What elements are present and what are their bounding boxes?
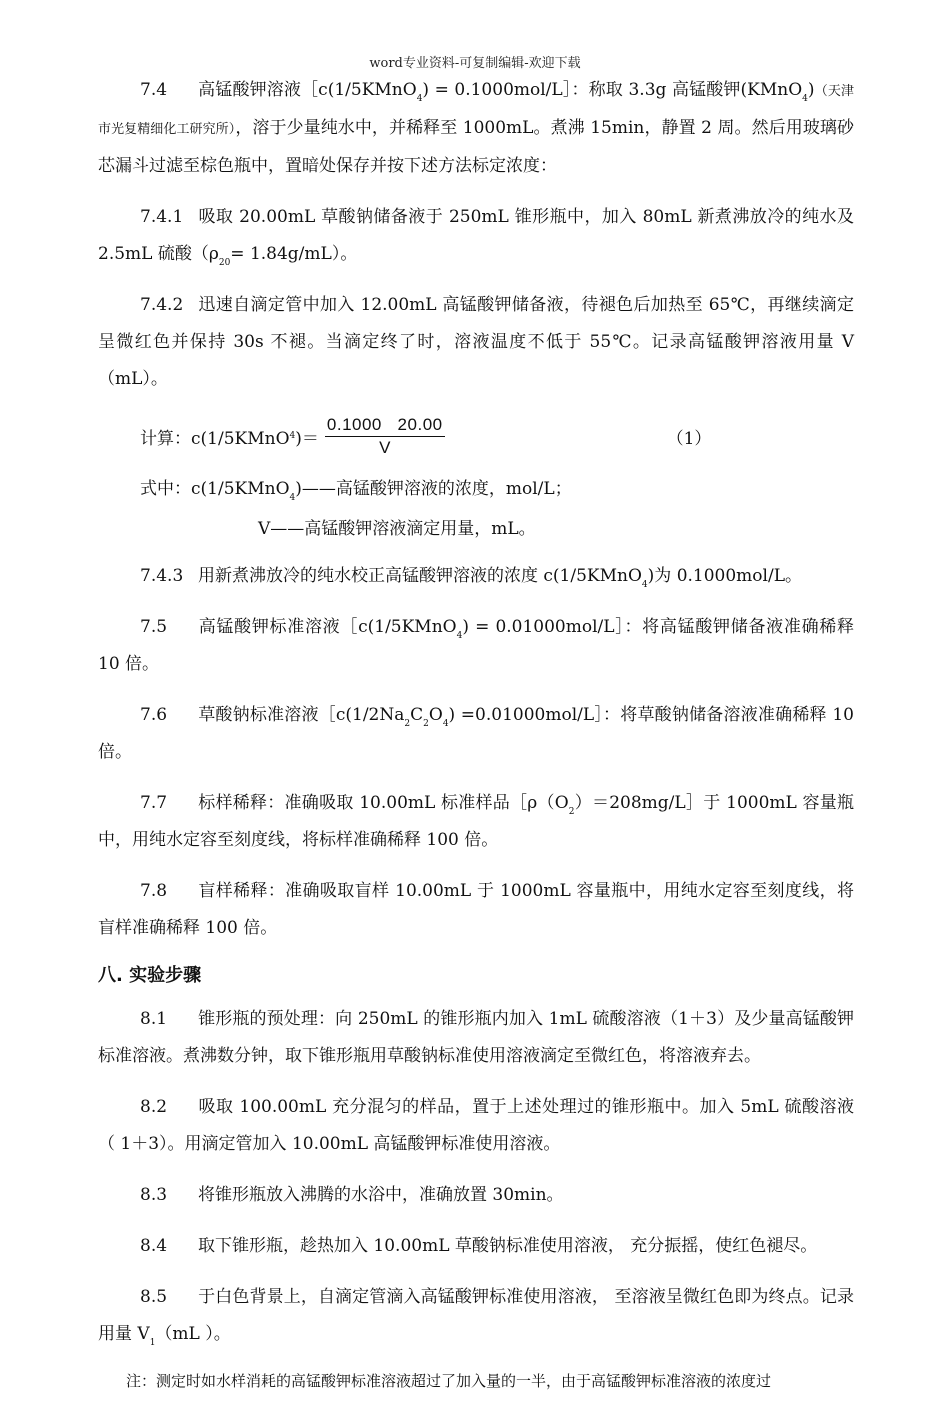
- definition-line-2: V——高锰酸钾溶液滴定用量，mL。: [258, 519, 536, 539]
- paragraph-8-3: [98, 1177, 854, 1214]
- text-run: 锥形瓶的预处理：向 250mL 的锥形瓶内加入 1mL 硫酸溶液（1＋3）及少量高锰酸钾标准溶液。煮沸数分钟，取下锥形瓶用草酸钠标准使用溶液滴定至微红色，将溶液弃去。: [98, 1009, 854, 1066]
- text-run: ，溶于少量纯水中，并稀释至 1000mL。煮沸 15min，静置 2 周。然后用玻璃砂芯漏斗过滤至棕色瓶中，置暗处保存并按下述方法标定浓度：: [98, 118, 854, 176]
- fraction-denominator: V: [379, 437, 391, 457]
- text-run: ): [807, 80, 815, 100]
- section-number: 7.6: [140, 705, 168, 725]
- formula-fraction: [325, 415, 445, 458]
- section-number: 8.2: [140, 1097, 168, 1117]
- text-run: 用新煮沸放冷的纯水校正高锰酸钾溶液的浓度 c(1/5KMnO: [198, 566, 642, 586]
- text-run: 高锰酸钾标准溶液［c(1/5KMnO: [198, 617, 457, 637]
- section-number: 8.1: [140, 1009, 168, 1029]
- section-number: 7.7: [140, 793, 168, 813]
- section-heading-8: 八. 实验步骤: [98, 965, 202, 986]
- subscript: 4: [641, 580, 648, 590]
- subscript: 4: [456, 631, 463, 641]
- formula-lhs: 计算：c(1/5KMnO: [140, 428, 290, 449]
- text-run: 于白色背景上，自滴定管滴入高锰酸钾标准使用溶液， 至溶液呈微红色即为终点。记录用量 V: [98, 1287, 854, 1344]
- text-run: 盲样稀释：准确吸取盲样 10.00mL 于 1000mL 容量瓶中，用纯水定容至刻度线，将盲样准确稀释 100 倍。: [98, 881, 854, 938]
- text-run: 取下锥形瓶，趁热加入 10.00mL 草酸钠标准使用溶液， 充分振摇，使红色褪尽。: [198, 1236, 818, 1256]
- section-number: 7.5: [140, 617, 168, 637]
- paragraph-7-7: [98, 785, 854, 859]
- subscript: 4: [802, 94, 808, 104]
- document-body: [98, 72, 854, 1409]
- definition-line-1: [140, 472, 854, 506]
- supplier-note: （天津市光复精细化工研究所）: [98, 84, 854, 137]
- paragraph-7-4-1: [98, 199, 854, 273]
- text-run: )——高锰酸钾溶液的浓度，mol/L；: [295, 479, 572, 499]
- text-run: 将锥形瓶放入沸腾的水浴中，准确放置 30min。: [198, 1185, 564, 1205]
- fraction-numerator: 0.1000 20.00: [325, 415, 445, 437]
- text-run: )为 0.1000mol/L。: [647, 566, 802, 586]
- text-run: C: [410, 705, 424, 725]
- subscript: 4: [416, 94, 423, 104]
- paragraph-7-6: [98, 697, 854, 771]
- page-header: word专业资料-可复制编辑-欢迎下载: [369, 56, 581, 71]
- subscript: 4: [442, 719, 449, 729]
- section-number: 7.4.3: [140, 566, 184, 586]
- paragraph-8-4: [98, 1228, 854, 1265]
- text-run: 迅速自滴定管中加入 12.00mL 高锰酸钾储备液，待褪色后加热至 65℃，再继续滴定呈微红色并保持 30s 不褪。当滴定终了时，溶液温度不低于 55℃。记录高锰酸钾溶液用量 V（mL）。: [98, 295, 854, 389]
- subscript: 4: [289, 493, 296, 503]
- text-run: O: [428, 705, 443, 725]
- text-run: ）＝208mg/L］于 1000mL 容量瓶中，用纯水定容至刻度线，将标样准确稀释 100 倍。: [98, 793, 854, 850]
- text-run: 式中：c(1/5KMnO: [140, 479, 290, 499]
- text-run: ) =0.01000mol/L］：将草酸钠储备溶液准确稀释 10 倍。: [98, 705, 854, 762]
- text-run: （mL ）。: [155, 1324, 231, 1344]
- paragraph-7-4: [98, 72, 854, 185]
- footnote: 注：测定时如水样消耗的高锰酸钾标准溶液超过了加入量的一半，由于高锰酸钾标准溶液的浓度过: [126, 1372, 772, 1390]
- formula-lhs: )＝: [295, 428, 319, 449]
- section-number: 7.4: [140, 80, 168, 100]
- subscript: 2: [423, 719, 429, 729]
- section-number: 8.4: [140, 1236, 168, 1256]
- subscript: 1: [149, 1338, 156, 1348]
- equation-number: （1）: [666, 428, 712, 449]
- section-number: 7.4.2: [140, 295, 184, 315]
- text-run: 草酸钠标准溶液［c(1/2Na: [198, 705, 405, 725]
- section-number: 8.3: [140, 1185, 168, 1205]
- paragraph-7-5: [98, 609, 854, 683]
- paragraph-7-8: [98, 873, 854, 947]
- paragraph-8-1: [98, 1001, 854, 1075]
- section-number: 8.5: [140, 1287, 168, 1307]
- text-run: 吸取 100.00mL 充分混匀的样品，置于上述处理过的锥形瓶中。加入 5mL 硫酸溶液（ 1＋3）。用滴定管加入 10.00mL 高锰酸钾标准使用溶液。: [98, 1097, 854, 1154]
- paragraph-7-4-2: [98, 287, 854, 398]
- paragraph-8-5: [98, 1279, 854, 1353]
- text-run: = 1.84g/mL）。: [230, 244, 358, 264]
- subscript: 20: [218, 258, 231, 268]
- section-number: 7.4.1: [140, 207, 184, 227]
- text-run: ) = 0.1000mol/L］：称取 3.3g 高锰酸钾(KMnO: [422, 80, 803, 100]
- text-run: ) = 0.01000mol/L］：将高锰酸钾储备液准确稀释 10 倍。: [98, 617, 854, 674]
- subscript: 2: [568, 807, 575, 817]
- text-run: 吸取 20.00mL 草酸钠储备液于 250mL 锥形瓶中，加入 80mL 新煮沸放冷的纯水及 2.5mL 硫酸（ρ: [98, 207, 854, 264]
- subscript: 2: [404, 719, 411, 729]
- section-number: 7.8: [140, 881, 168, 901]
- text-run: 高锰酸钾溶液［c(1/5KMnO: [198, 80, 417, 100]
- paragraph-7-4-3: [98, 558, 854, 595]
- paragraph-8-2: [98, 1089, 854, 1163]
- formula-1: 计算：c(1/5KMnO 4 )＝ $\frac{0.1000 20.00}{V}$ （1）: [140, 414, 712, 457]
- text-run: 标样稀释：准确吸取 10.00mL 标准样品［ρ（O: [198, 793, 569, 813]
